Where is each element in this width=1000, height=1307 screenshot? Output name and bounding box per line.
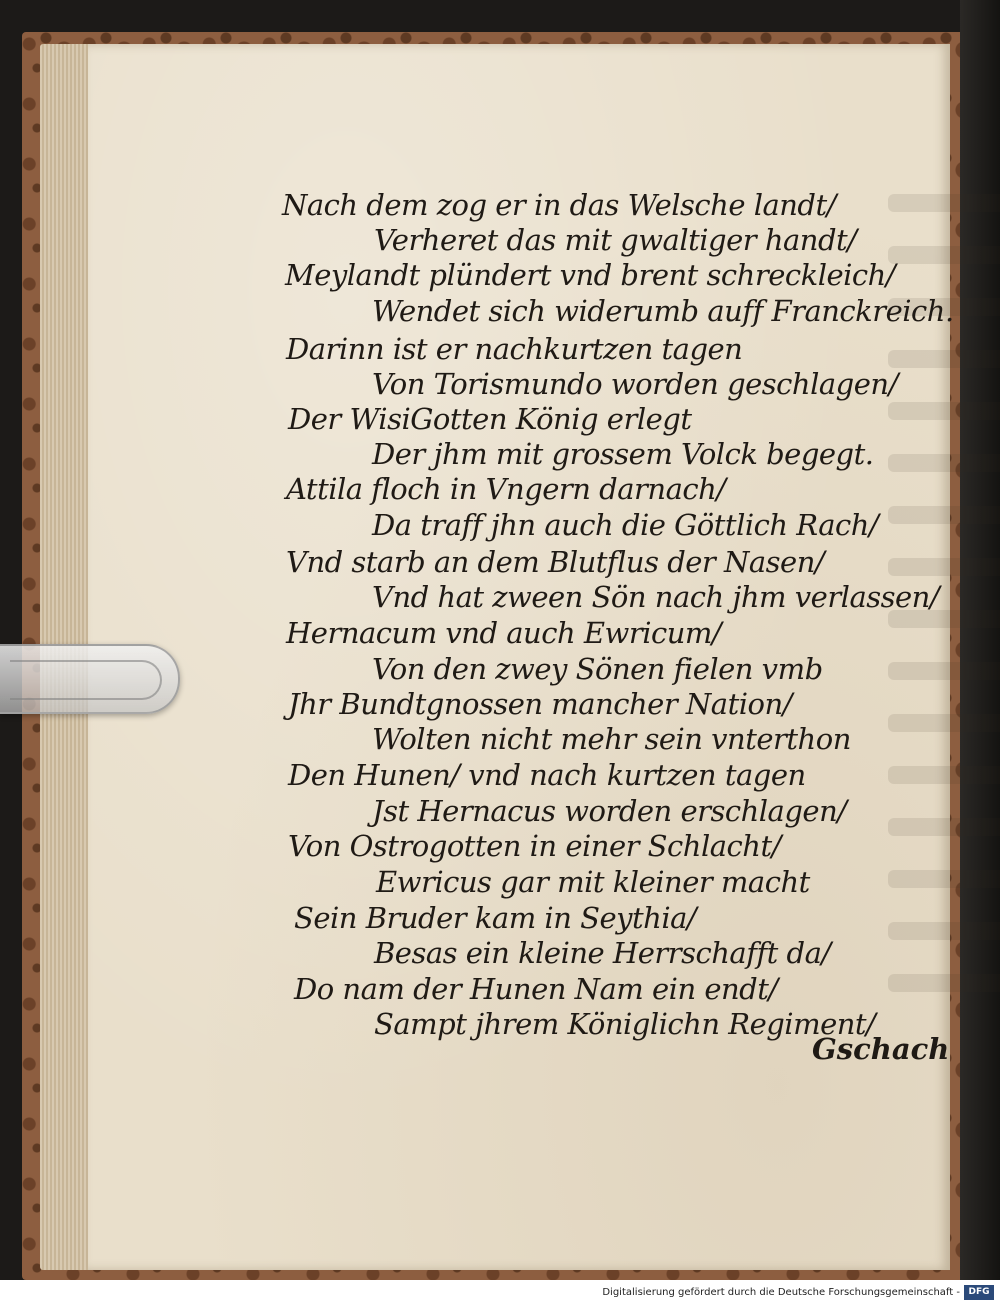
verse-line: Hernacum vnd auch Ewricum/ (286, 616, 722, 650)
verse-line: Wendet sich widerumb auff Franckreich. (372, 294, 954, 328)
verse-line: Von den zwey Sönen fielen vmb (372, 652, 823, 686)
verse-line: Wolten nicht mehr sein vnterthon (372, 722, 851, 756)
verse-line: Besas ein kleine Herrschafft da/ (374, 936, 831, 970)
verse-line: Sein Bruder kam in Seythia/ (294, 901, 697, 935)
verse-line: Attila floch in Vngern darnach/ (286, 472, 726, 506)
verse-line: Der jhm mit grossem Volck begegt. (372, 437, 874, 471)
verse-line: Sampt jhrem Königlichn Regiment/ (374, 1007, 876, 1041)
verse-line: Vnd hat zween Sön nach jhm verlassen/ (372, 580, 940, 614)
funding-notice: Digitalisierung gefördert durch die Deutsche Forschungsgemeinschaft - (602, 1287, 960, 1298)
verse-line: Vnd starb an dem Blutflus der Nasen/ (286, 545, 825, 579)
verse-line: Der WisiGotten König erlegt (288, 402, 692, 436)
verse-line: Do nam der Hunen Nam ein endt/ (294, 972, 778, 1006)
verse-line: Den Hunen/ vnd nach kurtzen tagen (288, 758, 806, 792)
verse-line: Ewricus gar mit kleiner macht (376, 865, 810, 899)
verse-line: Jst Hernacus worden erschlagen/ (372, 794, 847, 828)
verse-line: Darinn ist er nachkurtzen tagen (286, 332, 743, 366)
dfg-logo: DFG (964, 1285, 994, 1300)
footer-bar (0, 1280, 1000, 1307)
verse-line: Da traff jhn auch die Göttlich Rach/ (372, 508, 879, 542)
verse-line: Von Ostrogotten in einer Schlacht/ (288, 829, 781, 863)
verse-line: Von Torismundo worden geschlagen/ (372, 367, 898, 401)
catchword: Gschach (812, 1032, 950, 1066)
verse-line: Meylandt plündert vnd brent schreckleich/ (285, 258, 896, 292)
verse-line: Nach dem zog er in das Welsche landt/ (282, 188, 836, 222)
verse-line: Verheret das mit gwaltiger handt/ (374, 223, 857, 257)
verse-line: Jhr Bundtgnossen mancher Nation/ (288, 687, 792, 721)
